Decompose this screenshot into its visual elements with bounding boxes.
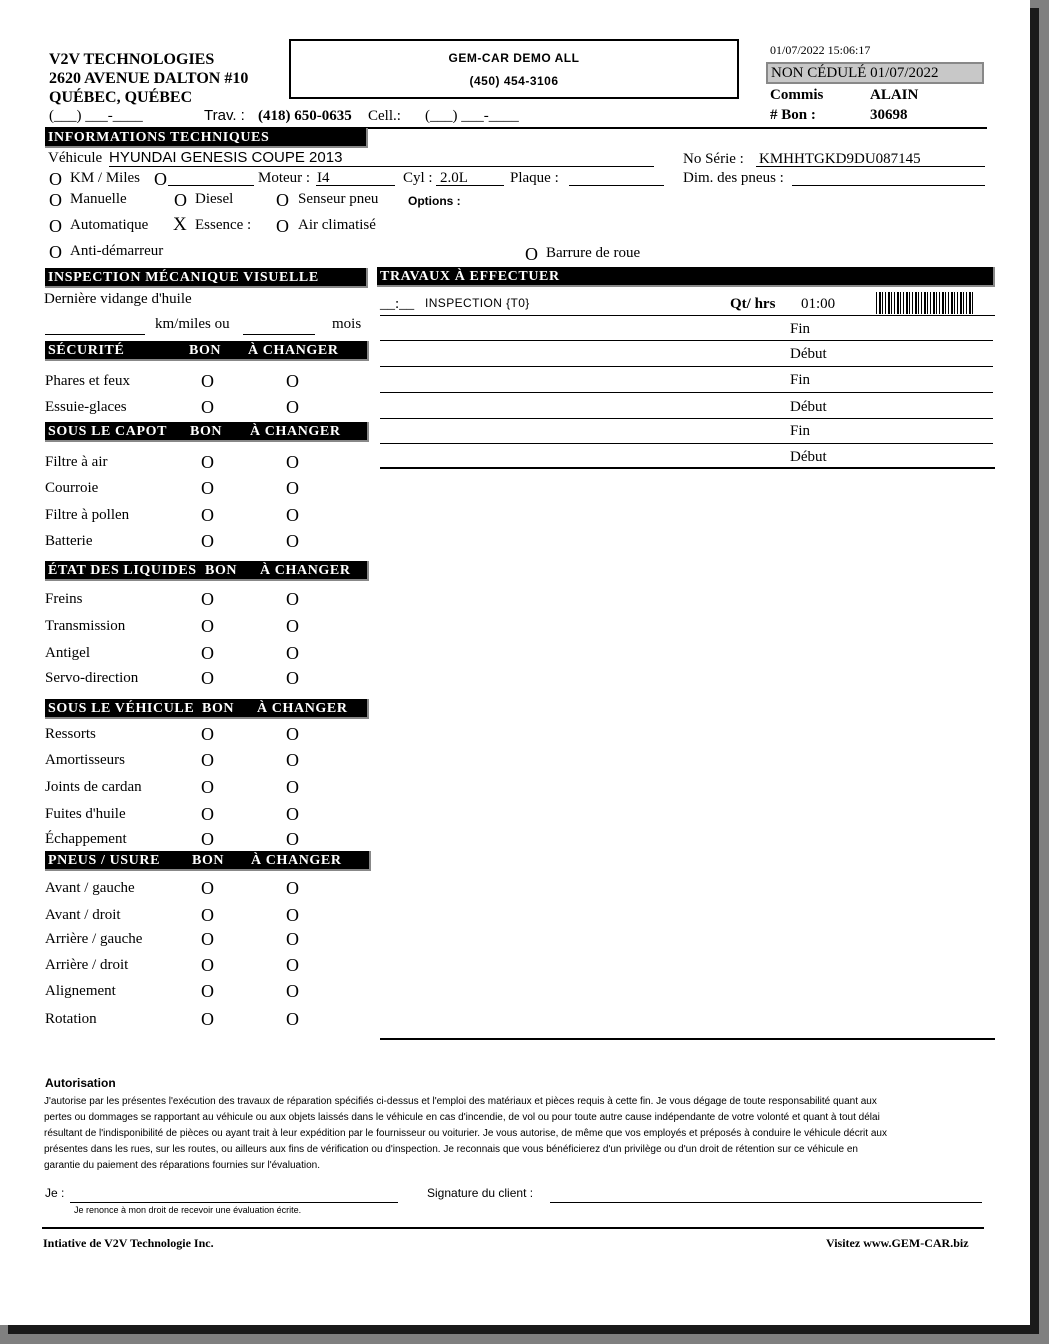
- bon-radio[interactable]: O: [201, 531, 214, 551]
- debut-label-3: Début: [790, 449, 827, 465]
- pneus-dim-label: Dim. des pneus :: [683, 170, 784, 186]
- bon-radio[interactable]: O: [201, 750, 214, 770]
- km-line: [168, 184, 254, 186]
- vehicule-line: [109, 165, 654, 167]
- vehicule-label: Véhicule: [48, 150, 103, 166]
- a-changer-radio[interactable]: O: [286, 643, 299, 663]
- a-changer-column-header: À CHANGER: [248, 343, 339, 358]
- bon-radio[interactable]: O: [201, 589, 214, 609]
- inspection-subsection-header: [45, 341, 369, 361]
- air-label: Air climatisé: [298, 217, 376, 233]
- company-phone-blank: (___) ___-____: [49, 108, 143, 124]
- manuelle-radio[interactable]: O: [49, 190, 62, 210]
- signature-label: Signature du client :: [427, 1186, 534, 1200]
- inspection-subsection-header: [45, 699, 369, 719]
- a-changer-radio[interactable]: O: [286, 589, 299, 609]
- job-line: [380, 315, 995, 316]
- trav-label: Trav. :: [204, 107, 245, 124]
- bon-radio[interactable]: O: [201, 724, 214, 744]
- travaux-bottom-line: [380, 1038, 995, 1040]
- essence-x-mark[interactable]: X: [173, 214, 187, 235]
- inspection-item-label: Filtre à air: [45, 454, 108, 470]
- subsection-title: PNEUS / USURE: [48, 853, 161, 868]
- a-changer-radio[interactable]: O: [286, 371, 299, 391]
- print-datetime: 01/07/2022 15:06:17: [770, 43, 871, 57]
- bon-radio[interactable]: O: [201, 1009, 214, 1029]
- job-description: INSPECTION {T0}: [425, 296, 530, 310]
- barrure-label: Barrure de roue: [546, 245, 641, 261]
- auth-line-2: pertes ou dommages se rapportant au véhicule ou aux objets laissés dans le véhicule en cas d'incendie, de vol ou pour toute autre cause indépendante de votre volonté et quant à tout délai: [44, 1112, 880, 1123]
- a-changer-radio[interactable]: O: [286, 1009, 299, 1029]
- inspection-item-label: Arrière / gauche: [45, 931, 143, 947]
- cyl-value: 2.0L: [440, 170, 468, 186]
- bon-radio[interactable]: O: [201, 668, 214, 688]
- bon-radio[interactable]: O: [201, 643, 214, 663]
- plaque-line: [569, 184, 664, 186]
- diesel-radio[interactable]: O: [174, 190, 187, 210]
- cell-blank: (___) ___-____: [425, 108, 519, 124]
- serie-line: [756, 165, 985, 167]
- options-label: Options :: [408, 194, 461, 208]
- commis-label: Commis: [770, 87, 824, 103]
- inspection-subsection-header: [45, 561, 369, 581]
- page-shadow-bottom: [8, 1325, 1039, 1334]
- bon-radio[interactable]: O: [201, 478, 214, 498]
- a-changer-radio[interactable]: O: [286, 804, 299, 824]
- auth-line-4: présentes dans les rues, sur les routes, ou ailleurs aux fins de vérification ou d'inspection. Je reconnais que vous bénéficierez d'un privilège ou d'un droit de rétention sur ce véhicule en: [44, 1144, 858, 1155]
- km-ou-label: km/miles ou: [155, 316, 230, 332]
- subsection-title: SOUS LE CAPOT: [48, 424, 168, 439]
- barrure-radio[interactable]: O: [525, 244, 538, 264]
- bon-column-header: BON: [190, 424, 223, 439]
- a-changer-radio[interactable]: O: [286, 505, 299, 525]
- senseur-label: Senseur pneu: [298, 191, 379, 207]
- bon-radio[interactable]: O: [201, 829, 214, 849]
- a-changer-radio[interactable]: O: [286, 750, 299, 770]
- automatique-label: Automatique: [70, 217, 149, 233]
- client-name: GEM-CAR DEMO ALL: [448, 51, 580, 65]
- bon-radio[interactable]: O: [201, 371, 214, 391]
- moteur-label: Moteur :: [258, 170, 311, 186]
- bon-radio[interactable]: O: [201, 955, 214, 975]
- inspection-item-label: Amortisseurs: [45, 752, 125, 768]
- fin-label-3: Fin: [790, 423, 811, 439]
- inspection-item-label: Freins: [45, 591, 83, 607]
- debut-line-1: [380, 366, 993, 367]
- je-label: Je :: [45, 1186, 65, 1200]
- auth-title: Autorisation: [45, 1076, 116, 1090]
- moteur-line: [316, 184, 395, 186]
- serie-value: KMHHTGKD9DU087145: [759, 151, 921, 167]
- serie-label: No Série :: [683, 151, 744, 167]
- inspection-item-label: Rotation: [45, 1011, 97, 1027]
- bon-radio[interactable]: O: [201, 505, 214, 525]
- a-changer-column-header: À CHANGER: [250, 424, 341, 439]
- inspection-item-label: Fuites d'huile: [45, 806, 126, 822]
- diesel-label: Diesel: [195, 191, 234, 207]
- renonce-text: Je renonce à mon droit de recevoir une évaluation écrite.: [74, 1205, 302, 1215]
- bon-column-header: BON: [202, 701, 235, 716]
- a-changer-radio[interactable]: O: [286, 929, 299, 949]
- a-changer-radio[interactable]: O: [286, 905, 299, 925]
- vehicule-value: HYUNDAI GENESIS COUPE 2013: [109, 149, 343, 166]
- bon-radio[interactable]: O: [201, 777, 214, 797]
- plaque-label: Plaque :: [510, 170, 559, 186]
- inspection-item-label: Ressorts: [45, 726, 96, 742]
- a-changer-column-header: À CHANGER: [257, 701, 348, 716]
- manuelle-label: Manuelle: [70, 191, 127, 207]
- a-changer-radio[interactable]: O: [286, 478, 299, 498]
- bon-radio[interactable]: O: [201, 981, 214, 1001]
- a-changer-radio[interactable]: O: [286, 724, 299, 744]
- company-city: QUÉBEC, QUÉBEC: [49, 89, 193, 106]
- inspection-item-label: Avant / droit: [45, 907, 121, 923]
- client-box: [289, 39, 739, 99]
- vidange-km-line: [45, 333, 145, 335]
- automatique-radio[interactable]: O: [49, 216, 62, 236]
- inspection-item-label: Antigel: [45, 645, 90, 661]
- inspection-item-label: Alignement: [45, 983, 116, 999]
- inspection-item-label: Transmission: [45, 618, 126, 634]
- km-miles-radio-2[interactable]: O: [154, 169, 167, 189]
- fin-label-2: Fin: [790, 372, 811, 388]
- tech-section-header: INFORMATIONS TECHNIQUES: [45, 128, 368, 148]
- auth-line-5: garantie du paiement des réparations fournies sur l'évaluation.: [44, 1160, 320, 1171]
- client-phone: (450) 454-3106: [469, 74, 559, 88]
- vidange-mois-line: [243, 333, 315, 335]
- job-barcode: [876, 292, 973, 314]
- a-changer-radio[interactable]: O: [286, 955, 299, 975]
- commis-value: ALAIN: [870, 87, 919, 103]
- subsection-title: ÉTAT DES LIQUIDES: [48, 563, 197, 578]
- inspection-item-label: Filtre à pollen: [45, 507, 130, 523]
- auth-line-3: résultant de l'indisponibilité de pièces ou ayant trait à leur expédition par le fournisseur ou voiturier. Je vous autorise, de même que vos employés et préposés à conduire le véhicule décrit aux: [44, 1128, 887, 1139]
- footer-divider: [42, 1227, 984, 1229]
- subsection-title: SOUS LE VÉHICULE: [48, 701, 195, 716]
- bon-radio[interactable]: O: [201, 616, 214, 636]
- fin-label-1: Fin: [790, 321, 811, 337]
- km-miles-radio[interactable]: O: [49, 169, 62, 189]
- debut-label-1: Début: [790, 346, 827, 362]
- bon-value: 30698: [870, 107, 908, 123]
- inspection-subsection-header: [45, 851, 371, 871]
- travaux-section-header: TRAVAUX À EFFECTUER: [377, 267, 995, 287]
- company-name: V2V TECHNOLOGIES: [49, 51, 215, 68]
- a-changer-radio[interactable]: O: [286, 777, 299, 797]
- bon-column-header: BON: [205, 563, 238, 578]
- anti-demarreur-label: Anti-démarreur: [70, 243, 164, 259]
- debut-line-2: [380, 418, 993, 419]
- air-radio[interactable]: O: [276, 216, 289, 236]
- a-changer-radio[interactable]: O: [286, 878, 299, 898]
- footer-right: Visitez www.GEM-CAR.biz: [826, 1236, 969, 1250]
- a-changer-radio[interactable]: O: [286, 397, 299, 417]
- bon-radio[interactable]: O: [201, 878, 214, 898]
- a-changer-column-header: À CHANGER: [251, 853, 342, 868]
- inspection-item-label: Essuie-glaces: [45, 399, 127, 415]
- bon-column-header: BON: [192, 853, 225, 868]
- inspection-item-label: Avant / gauche: [45, 880, 135, 896]
- inspection-item-label: Courroie: [45, 480, 99, 496]
- a-changer-radio[interactable]: O: [286, 616, 299, 636]
- bon-radio[interactable]: O: [201, 452, 214, 472]
- travaux-end-line: [380, 467, 995, 469]
- cyl-label: Cyl :: [403, 170, 433, 186]
- km-label: KM / Miles: [70, 170, 141, 186]
- page-shadow-right: [1030, 8, 1039, 1334]
- je-line[interactable]: [70, 1201, 398, 1203]
- footer-left: Intiative de V2V Technologie Inc.: [43, 1236, 214, 1250]
- fin-line-3: [380, 443, 993, 444]
- fin-line-1: [380, 340, 993, 341]
- company-address: 2620 AVENUE DALTON #10: [49, 70, 249, 87]
- a-changer-radio[interactable]: O: [286, 981, 299, 1001]
- qt-hrs-label: Qt/ hrs: [730, 296, 776, 312]
- inspection-item-label: Batterie: [45, 533, 93, 549]
- bon-radio[interactable]: O: [201, 905, 214, 925]
- fin-line-2: [380, 392, 993, 393]
- qt-hrs-value: 01:00: [801, 296, 836, 312]
- cyl-line: [436, 184, 504, 186]
- vidange-label: Dernière vidange d'huile: [44, 291, 192, 307]
- senseur-radio[interactable]: O: [276, 190, 289, 210]
- inspection-item-label: Arrière / droit: [45, 957, 129, 973]
- inspection-section-header: INSPECTION MÉCANIQUE VISUELLE: [45, 268, 368, 288]
- inspection-item-label: Servo-direction: [45, 670, 139, 686]
- status-box: NON CÉDULÉ 01/07/2022: [766, 62, 984, 84]
- bon-column-header: BON: [189, 343, 222, 358]
- bon-radio[interactable]: O: [201, 929, 214, 949]
- bon-radio[interactable]: O: [201, 397, 214, 417]
- subsection-title: SÉCURITÉ: [48, 343, 125, 358]
- bon-radio[interactable]: O: [201, 804, 214, 824]
- job-time-blank: __:__: [380, 296, 415, 312]
- moteur-value: I4: [317, 170, 330, 186]
- a-changer-radio[interactable]: O: [286, 829, 299, 849]
- inspection-item-label: Phares et feux: [45, 373, 130, 389]
- anti-demarreur-radio[interactable]: O: [49, 242, 62, 262]
- pneus-dim-line: [792, 184, 985, 186]
- mois-label: mois: [332, 316, 362, 332]
- inspection-item-label: Échappement: [45, 831, 127, 847]
- cell-label: Cell.:: [368, 108, 401, 124]
- trav-phone: (418) 650-0635: [258, 108, 352, 124]
- a-changer-radio[interactable]: O: [286, 668, 299, 688]
- essence-label: Essence :: [195, 217, 252, 233]
- a-changer-radio[interactable]: O: [286, 531, 299, 551]
- auth-line-1: J'autorise par les présentes l'exécution des travaux de réparation spécifiés ci-dessus et l'emploi des matériaux et pièces requis à cette fin. Je vous dégage de toute responsabilité quant aux: [44, 1096, 877, 1107]
- inspection-subsection-header: [45, 422, 369, 442]
- debut-label-2: Début: [790, 399, 827, 415]
- signature-line[interactable]: [550, 1201, 982, 1203]
- a-changer-radio[interactable]: O: [286, 452, 299, 472]
- inspection-item-label: Joints de cardan: [45, 779, 142, 795]
- a-changer-column-header: À CHANGER: [260, 563, 351, 578]
- bon-label: # Bon :: [770, 107, 816, 123]
